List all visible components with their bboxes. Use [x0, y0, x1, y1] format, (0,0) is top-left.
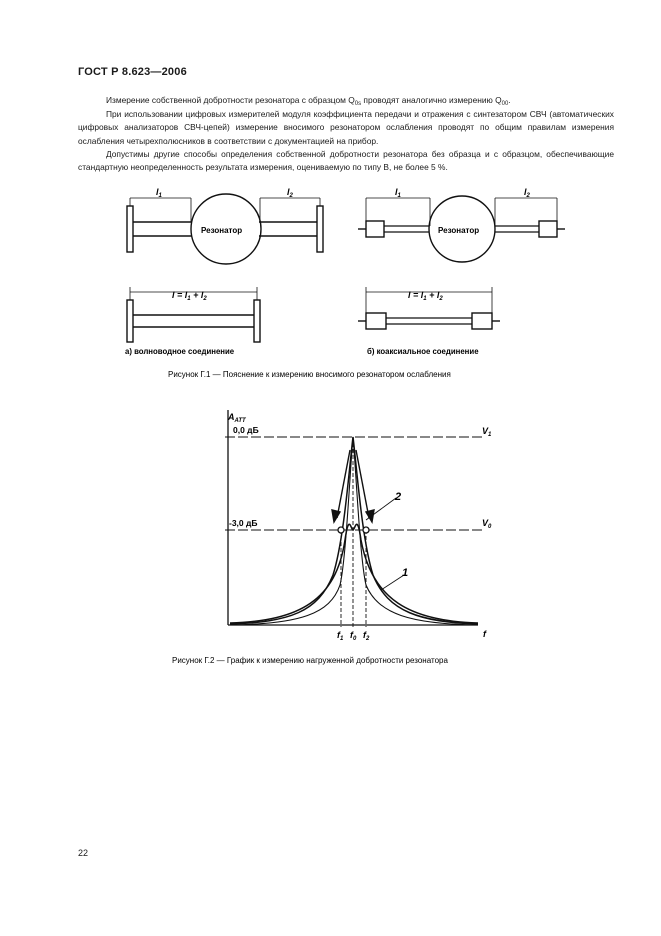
v1-subscript: 1 — [488, 432, 492, 438]
label-coaxial-connection: б) коаксиальное соединение — [367, 347, 479, 356]
sum-label-waveguide — [172, 290, 207, 302]
l2-subscript: 2 — [526, 193, 530, 199]
f2-letter: f — [363, 630, 366, 640]
l1-label-coaxial — [395, 187, 402, 199]
sum-text: l = l — [408, 290, 424, 300]
l1-subscript: 1 — [397, 193, 401, 199]
v0-label — [482, 518, 492, 530]
level-3db-label: -3,0 дБ — [229, 518, 258, 528]
sum-subscript-2: 2 — [439, 296, 443, 302]
f0-letter: f — [350, 630, 353, 640]
label-waveguide-connection: а) волноводное соединение — [125, 347, 235, 356]
y-axis-letter: A — [228, 412, 235, 422]
curve-1-label: 1 — [402, 567, 409, 579]
l2-letter: l — [287, 187, 290, 197]
v1-letter: V — [482, 426, 489, 436]
sum-subscript-1: 1 — [423, 296, 427, 302]
resonator-label-coaxial: Резонатор — [438, 226, 480, 235]
figure-2-caption: Рисунок Г.2 — График к измерению нагруженной добротности резонатора — [172, 656, 448, 665]
x-axis-label: f — [483, 629, 486, 639]
figure-2-graph — [0, 400, 661, 670]
f0-subscript: 0 — [353, 636, 357, 642]
figure-1-diagram — [0, 175, 661, 395]
paragraph-3: Допустимы другие способы определения собственной добротности резонатора без образца и с образцом, обеспечивающие стандартную неопределенность результата измерения, оцениваемую по типу В, не более 5 %. — [78, 149, 614, 173]
sum-plus: + l — [190, 290, 204, 300]
sum-subscript-1: 1 — [187, 296, 191, 302]
v1-label — [482, 426, 492, 438]
l2-label-waveguide — [287, 187, 294, 199]
v0-letter: V — [482, 518, 489, 528]
l2-label-coaxial — [524, 187, 531, 199]
paragraph-1-part-c: . — [508, 95, 511, 105]
sum-subscript-2: 2 — [203, 296, 207, 302]
l1-letter: l — [395, 187, 398, 197]
sum-label-coaxial — [408, 290, 443, 302]
f1-letter: f — [337, 630, 340, 640]
f2-label — [363, 630, 370, 642]
f0-label — [350, 630, 357, 642]
l1-subscript: 1 — [158, 193, 162, 199]
paragraph-1-part-a: Измерение собственной добротности резонатора с образцом Q — [106, 95, 355, 105]
paragraph-1-subscript-a: 0s — [354, 101, 362, 107]
curve-1 — [230, 524, 478, 623]
curve-2-outer — [230, 437, 478, 625]
document-header: ГОСТ Р 8.623—2006 — [78, 66, 187, 78]
resonance-curves — [230, 437, 478, 625]
paragraph-2: При использовании цифровых измерителей модуля коэффициента передачи и отражения с синтезатором СВЧ (автоматических цифровых анализаторов СВЧ-цепей) измерение вносимого резонатором ослабления проводят по общим правилам измерения ослабления четырехполюсников в соответствии с документацией на прибор. — [78, 109, 614, 146]
curve-2-label: 2 — [395, 491, 402, 503]
l2-letter: l — [524, 187, 527, 197]
y-axis-label — [227, 412, 247, 424]
l2-subscript: 2 — [289, 193, 293, 199]
sum-text: l = l — [172, 290, 188, 300]
f1-label — [337, 630, 344, 642]
figure-1-caption: Рисунок Г.1 — Пояснение к измерению вносимого резонатором ослабления — [168, 370, 451, 379]
l1-letter: l — [156, 187, 159, 197]
l1-label-waveguide — [156, 187, 163, 199]
v0-subscript: 0 — [488, 524, 492, 530]
page-number: 22 — [78, 848, 89, 858]
f2-subscript: 2 — [366, 636, 370, 642]
level-0db-label: 0,0 дБ — [233, 425, 259, 435]
resonator-label-waveguide: Резонатор — [201, 226, 243, 235]
sum-plus: + l — [426, 290, 440, 300]
f1-subscript: 1 — [340, 636, 344, 642]
paragraph-1-part-b: проводят аналогично измерению Q — [361, 95, 502, 105]
paragraph-1-subscript-b: 00 — [501, 101, 509, 107]
y-axis-subscript: ATT — [234, 418, 246, 424]
